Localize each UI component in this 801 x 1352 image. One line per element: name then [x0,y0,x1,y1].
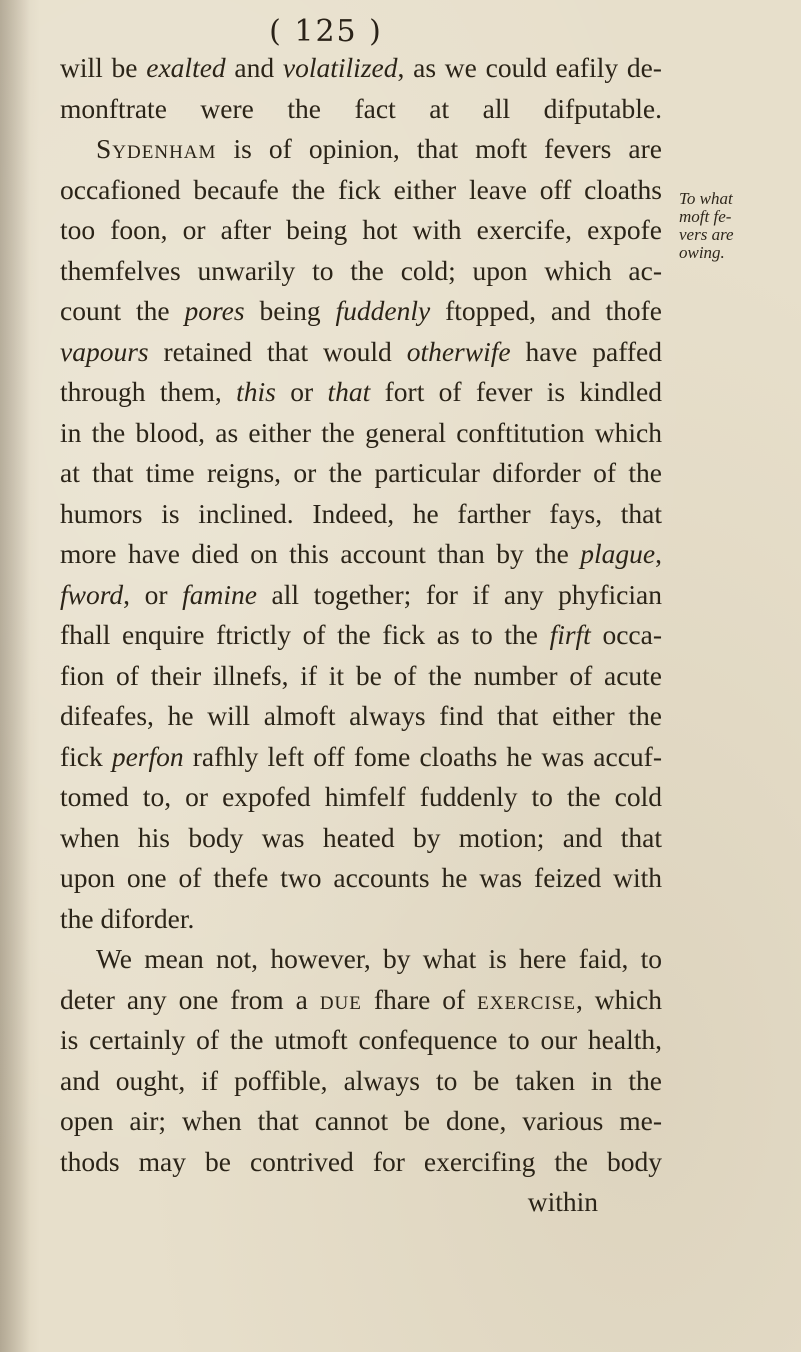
text-line: open air; when that cannot be done, various me- [60,1105,662,1136]
text-line: will be exalted and volatilized, as we could eafily de- [60,52,662,83]
margin-note [679,190,789,262]
text-line: fword, or famine all together; for if any phyfician [60,578,662,610]
text-line: occafioned becaufe the fick either leave off cloaths [60,173,662,205]
catchword: within [527,1186,598,1217]
margin-note-line: vers are [679,225,734,244]
text-line: fion of their illnefs, if it be of the number of acute [60,659,662,691]
text-line: humors is inclined. Indeed, he farther fays, that [60,497,662,529]
text-line: too foon, or after being hot with exercife, expofe [60,214,662,245]
margin-note-line: To what [679,189,733,208]
text-line: fhall enquire ftrictly of the fick as to the firft occa- [60,619,662,650]
text-line: monftrate were the fact at all difputable. [60,92,662,124]
text-line: count the pores being fuddenly ftopped, and thofe [60,295,662,326]
text-line: fick perfon rafhly left off fome cloaths he was accuf- [60,740,662,772]
margin-note-line: owing. [679,243,725,262]
text-line: upon one of thefe two accounts he was feized with [60,862,662,893]
text-line: deter any one from a due fhare of exercise, which [60,983,662,1015]
text-line: themfelves unwarily to the cold; upon which ac- [60,254,662,286]
margin-note-line: moft fe- [679,207,732,226]
text-line: We mean not, however, by what is here faid, to [96,943,662,974]
text-line: in the blood, as either the general conftitution which [60,416,662,448]
text-line: vapours retained that would otherwife have paffed [60,335,662,367]
page-number: ( 125 ) [269,14,383,49]
text-line: difeafes, he will almoft always find that either the [60,700,662,731]
text-line: is certainly of the utmoft confequence to our health, [60,1024,662,1055]
text-line: at that time reigns, or the particular diforder of the [60,457,662,488]
text-line: more have died on this account than by the plague, [60,538,662,569]
text-line: Sydenham is of opinion, that moft fevers are [96,133,662,164]
text-line: tomed to, or expofed himfelf fuddenly to the cold [60,781,662,812]
text-line: the diforder. [60,902,195,934]
text-line: thods may be contrived for exercifing the body [60,1145,662,1177]
body-text [60,48,662,1223]
text-line: and ought, if poffible, always to be taken in the [60,1064,662,1096]
page-gutter-shadow [0,0,30,1352]
text-line: when his body was heated by motion; and that [60,821,662,853]
text-line: through them, this or that fort of fever is kindled [60,376,662,407]
